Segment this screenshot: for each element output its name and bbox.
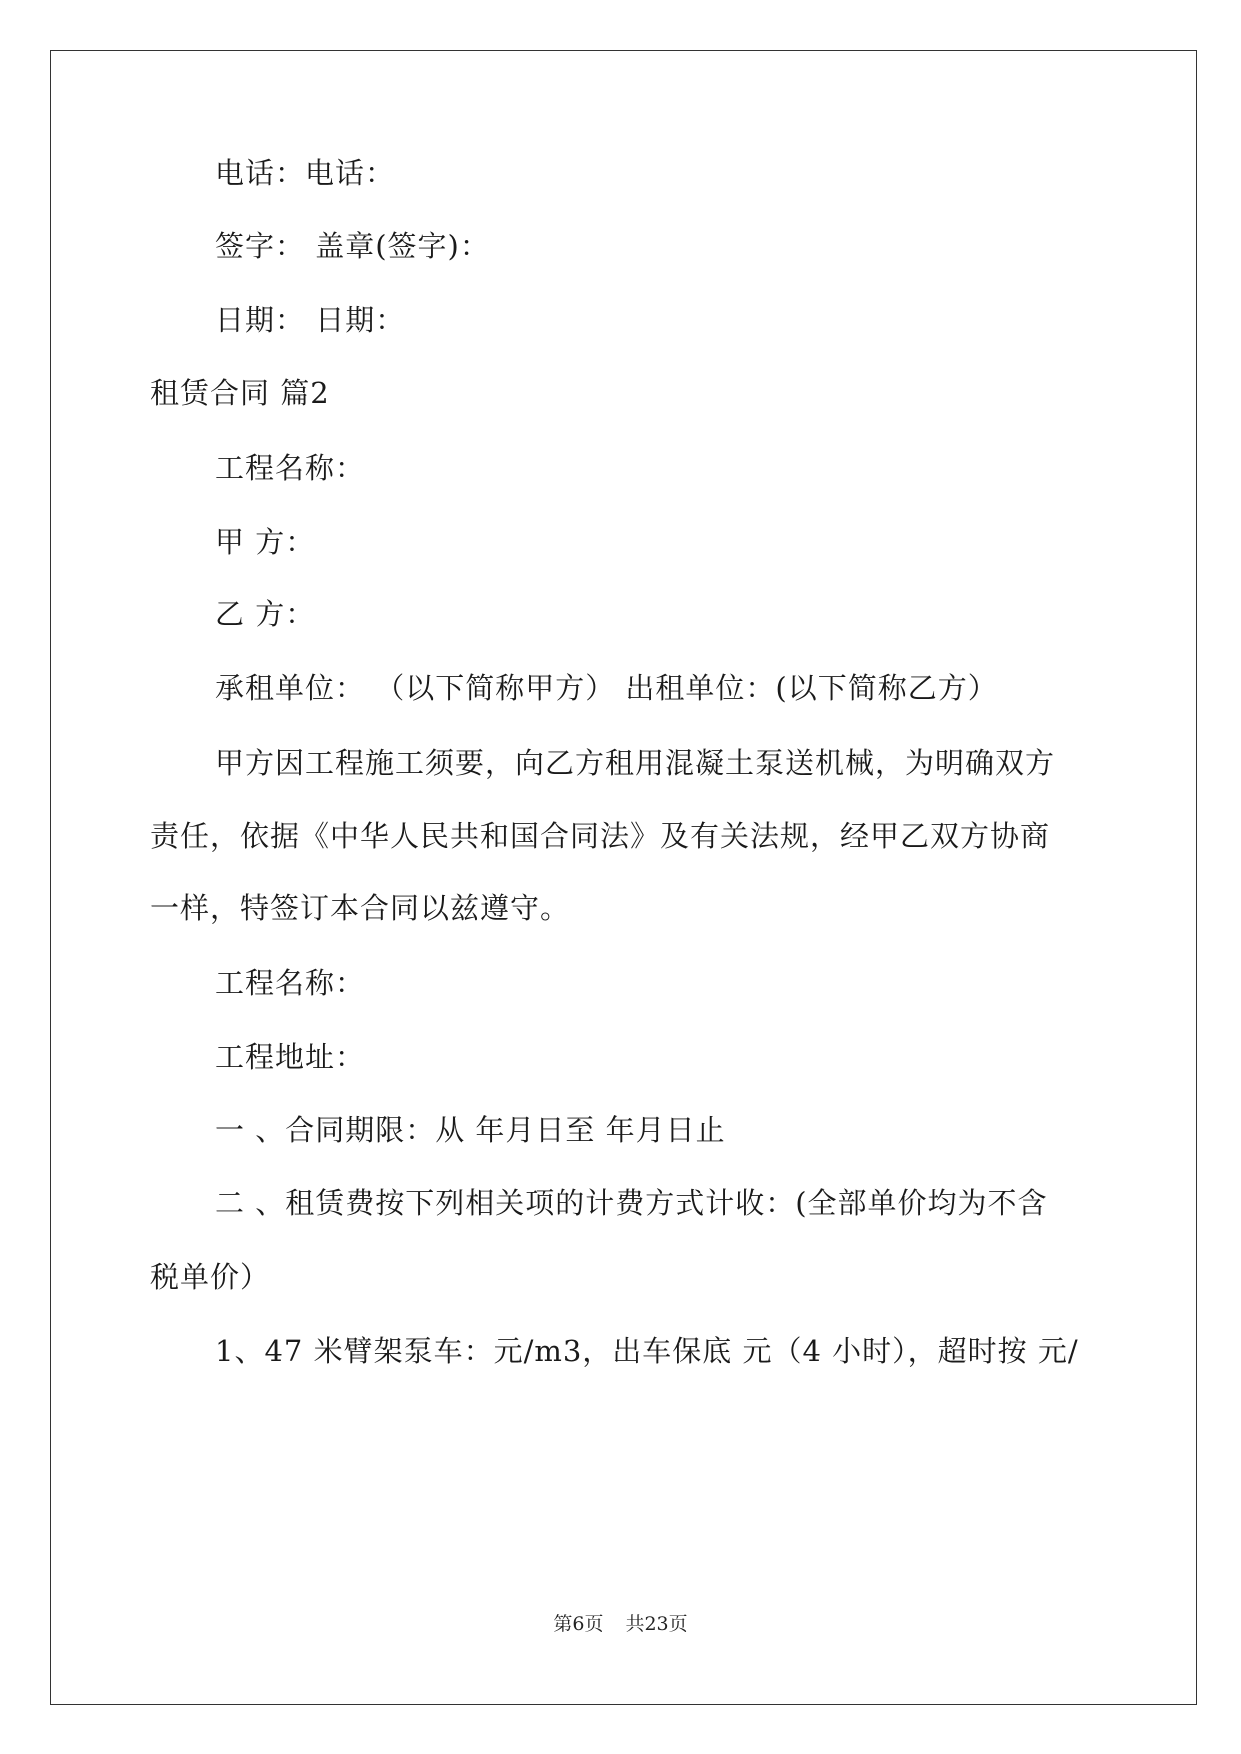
page-total: 共23页 — [625, 1613, 688, 1635]
phone-line: 电话：电话： — [215, 156, 396, 190]
signature-line: 签字： 盖章(签字)： — [215, 229, 490, 263]
paragraph-line-1: 甲方因工程施工须要，向乙方租用混凝土泵送机械，为明确双方 — [215, 746, 1056, 780]
page-border — [50, 50, 1197, 1705]
section-heading: 租赁合同 篇2 — [150, 376, 330, 410]
project-name-line-2: 工程名称： — [215, 966, 366, 1000]
clause-one-line: 一 、合同期限：从 年月日至 年月日止 — [215, 1113, 726, 1147]
clause-two-line: 二 、租赁费按下列相关项的计费方式计收：(全部单价均为不含 — [215, 1186, 1048, 1220]
paragraph-line-2: 责任，依据《中华人民共和国合同法》及有关法规，经甲乙双方协商 — [150, 819, 1051, 853]
party-a-line: 甲 方： — [215, 525, 316, 559]
date-line: 日期： 日期： — [215, 303, 406, 337]
clause-two-continuation: 税单价） — [150, 1260, 271, 1294]
item-one-line: 1、47 米臂架泵车：元/m3，出车保底 元（4 小时），超时按 元/ — [215, 1334, 1079, 1368]
page-number: 第6页 — [553, 1613, 604, 1635]
project-address-line: 工程地址： — [215, 1040, 366, 1074]
page-footer — [0, 1612, 1241, 1636]
paragraph-line-3: 一样，特签订本合同以兹遵守。 — [150, 891, 571, 925]
lessee-lessor-line: 承租单位： （以下简称甲方） 出租单位：(以下简称乙方） — [215, 671, 998, 705]
project-name-line: 工程名称： — [215, 451, 366, 485]
party-b-line: 乙 方： — [215, 597, 316, 631]
